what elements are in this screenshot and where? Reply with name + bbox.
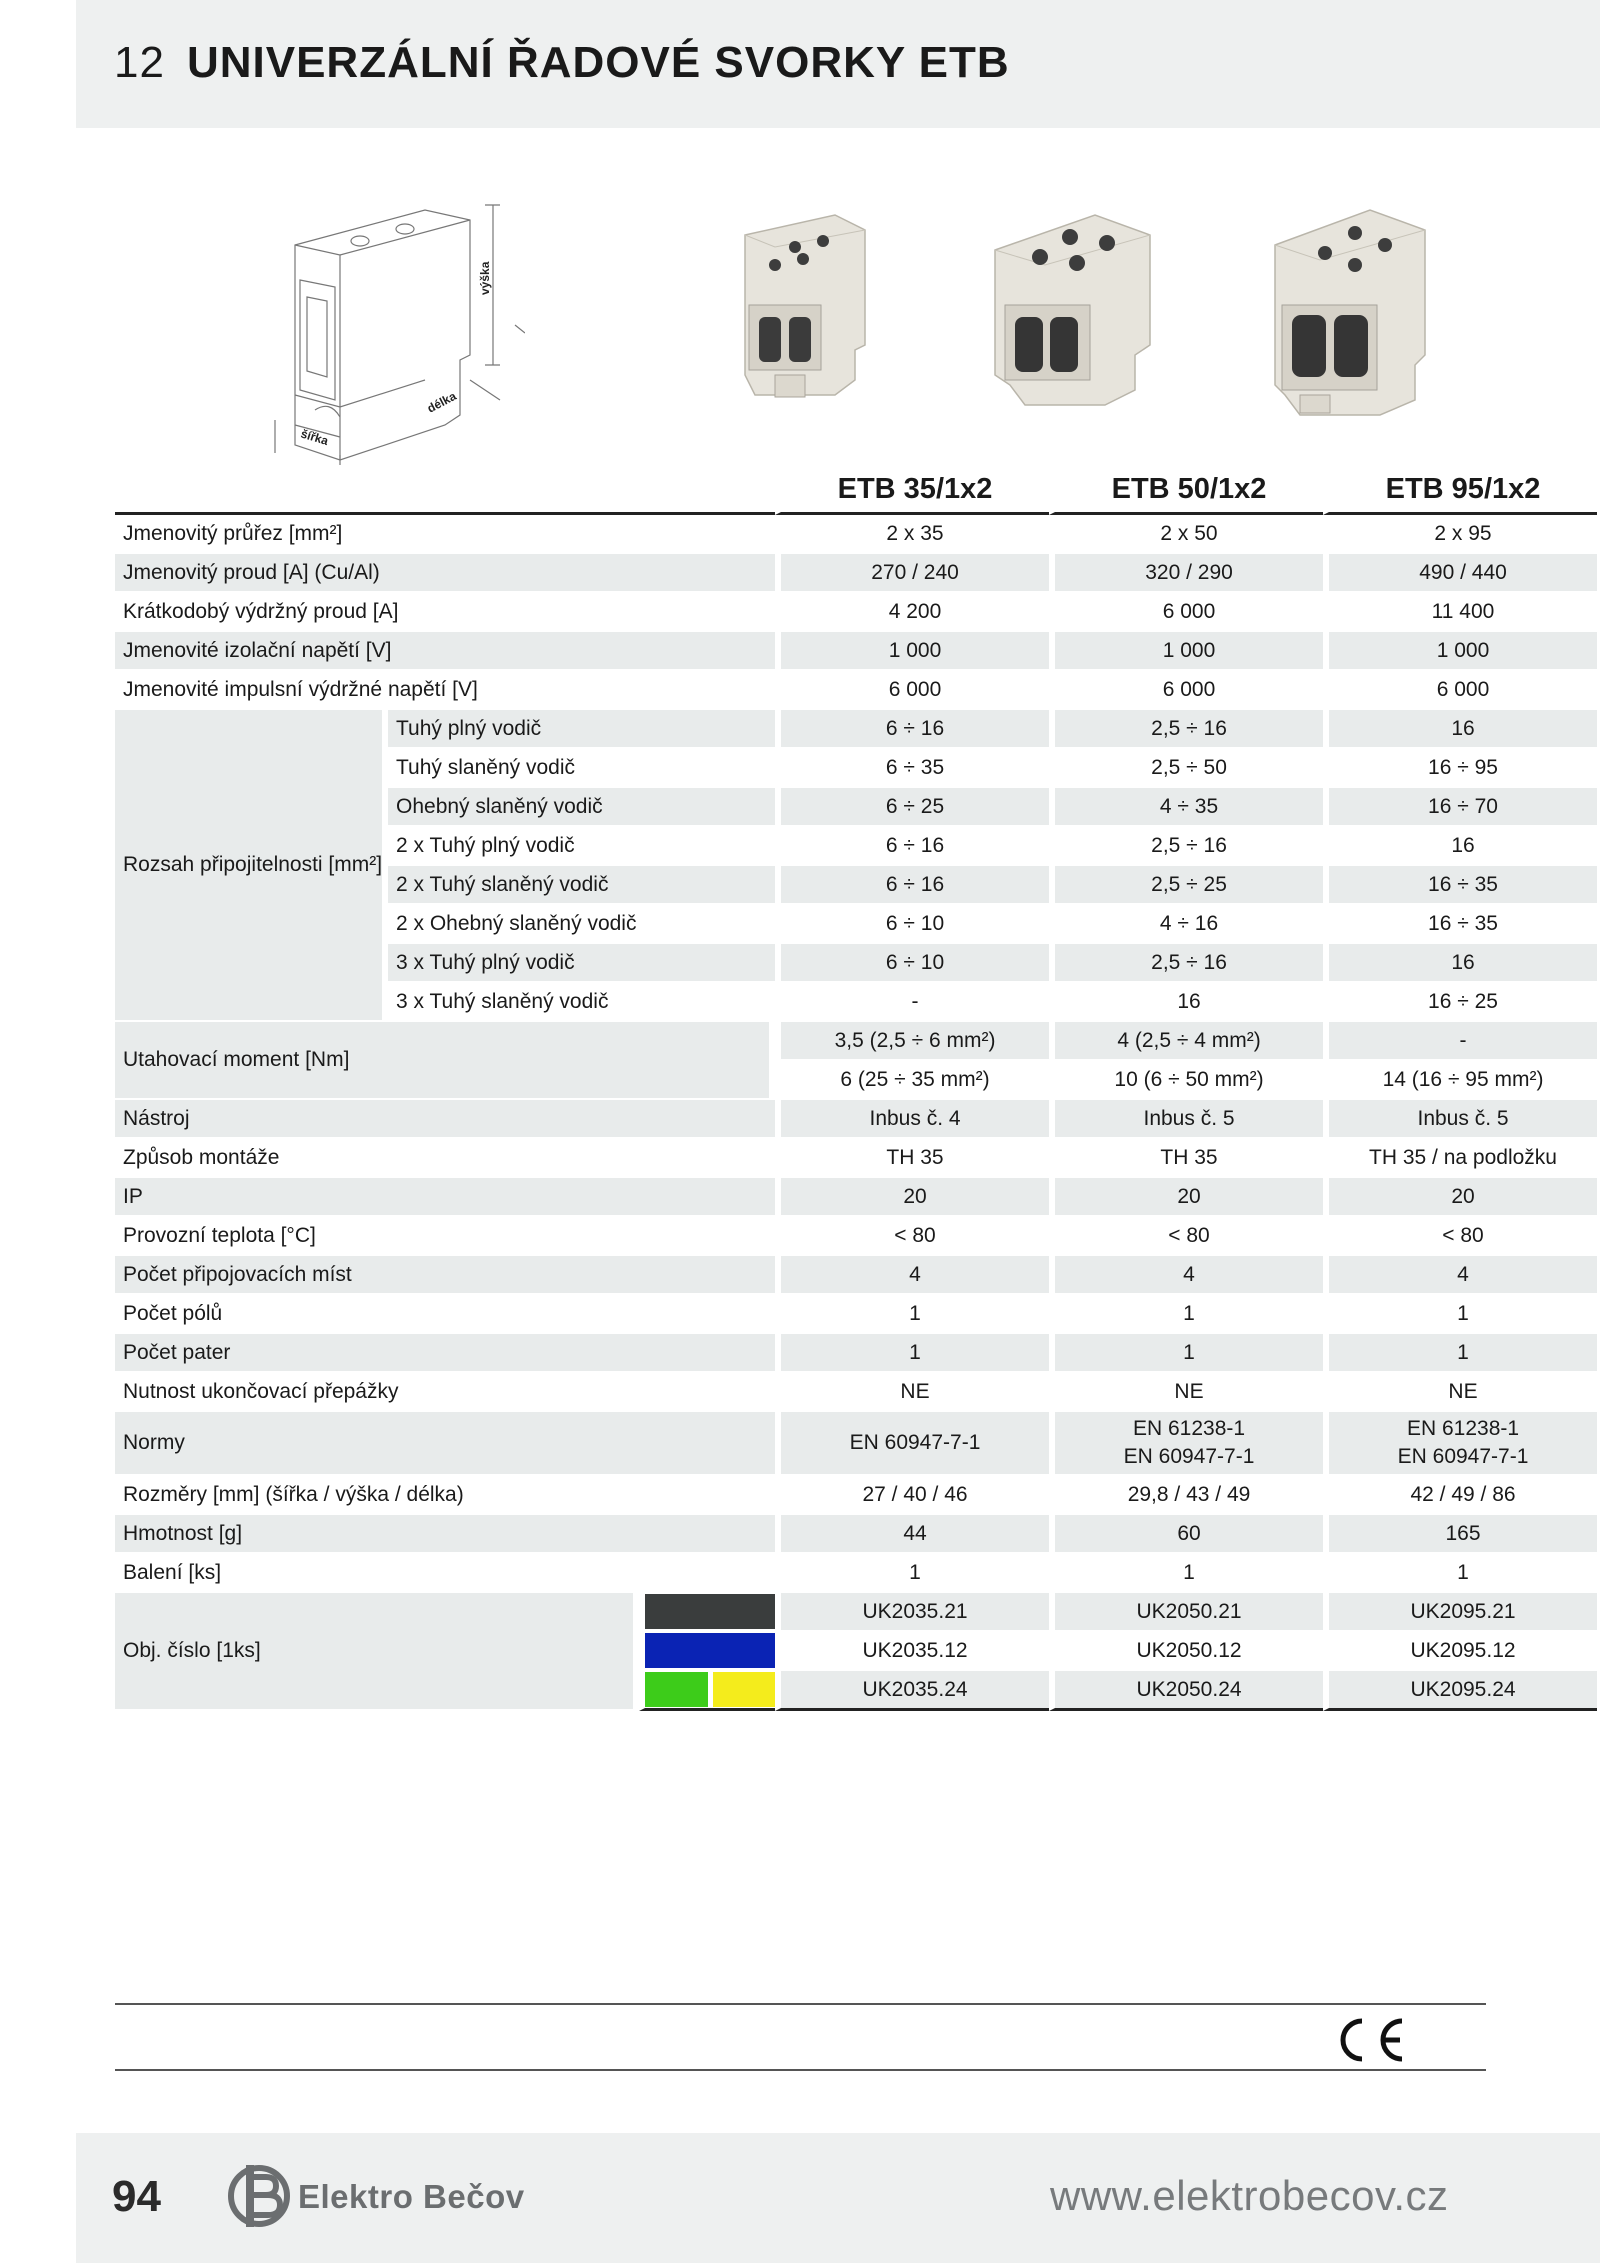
table-row bbox=[115, 1256, 1597, 1295]
cell-value: Inbus č. 5 bbox=[1049, 1100, 1323, 1139]
row-label: IP bbox=[115, 1178, 775, 1217]
row-label: Způsob montáže bbox=[115, 1139, 775, 1178]
cell-value: UK2050.21 bbox=[1049, 1593, 1323, 1632]
cell-value: 4 bbox=[775, 1256, 1049, 1295]
row-label: Jmenovitý průřez [mm²] bbox=[115, 515, 775, 554]
cell-value: 4 ÷ 16 bbox=[1049, 905, 1323, 944]
row-label: Jmenovité izolační napětí [V] bbox=[115, 632, 775, 671]
order-label: Obj. číslo [1ks] bbox=[115, 1593, 639, 1711]
table-row bbox=[115, 1515, 1597, 1554]
cell-value: 16 ÷ 70 bbox=[1323, 788, 1597, 827]
cell-value: 6 (25 ÷ 35 mm²) bbox=[775, 1061, 1049, 1100]
cell-value: 2,5 ÷ 16 bbox=[1049, 710, 1323, 749]
table-row bbox=[115, 1554, 1597, 1593]
cell-value: 6 000 bbox=[1323, 671, 1597, 710]
cell-value: 16 ÷ 35 bbox=[1323, 905, 1597, 944]
cell-value: 14 (16 ÷ 95 mm²) bbox=[1323, 1061, 1597, 1100]
cell-value: 2 x 50 bbox=[1049, 515, 1323, 554]
cell-value: 165 bbox=[1323, 1515, 1597, 1554]
website-url: www.elektrobecov.cz bbox=[1050, 2172, 1449, 2219]
cell-value: 20 bbox=[1049, 1178, 1323, 1217]
table-row bbox=[115, 1100, 1597, 1139]
cell-value: 2 x 35 bbox=[775, 515, 1049, 554]
cell-value: UK2095.12 bbox=[1323, 1632, 1597, 1671]
row-label: Počet pólů bbox=[115, 1295, 775, 1334]
cell-value: 1 bbox=[1323, 1334, 1597, 1373]
table-row bbox=[115, 515, 1597, 554]
cell-value: NE bbox=[1049, 1373, 1323, 1412]
cell-value bbox=[1049, 1412, 1323, 1476]
cell-value: 4 ÷ 35 bbox=[1049, 788, 1323, 827]
cell-value: < 80 bbox=[775, 1217, 1049, 1256]
cell-value: 16 ÷ 25 bbox=[1323, 983, 1597, 1022]
cell-value: 6 ÷ 10 bbox=[775, 944, 1049, 983]
cell-value: 1 bbox=[775, 1554, 1049, 1593]
sub-label: 2 x Ohebný slaněný vodič bbox=[388, 905, 775, 944]
table-row bbox=[115, 1178, 1597, 1217]
row-label: Počet pater bbox=[115, 1334, 775, 1373]
row-label: Nástroj bbox=[115, 1100, 775, 1139]
cell-value: 490 / 440 bbox=[1323, 554, 1597, 593]
table-row bbox=[115, 710, 1597, 749]
norm-line: EN 61238-1 bbox=[1406, 1417, 1520, 1440]
sub-label: Tuhý plný vodič bbox=[388, 710, 775, 749]
cell-value: 16 ÷ 95 bbox=[1323, 749, 1597, 788]
row-label: Provozní teplota [°C] bbox=[115, 1217, 775, 1256]
table-row bbox=[115, 1476, 1597, 1515]
cell-value: 320 / 290 bbox=[1049, 554, 1323, 593]
cell-value: 6 ÷ 16 bbox=[775, 827, 1049, 866]
table-row bbox=[115, 1593, 1597, 1632]
width-label: šířka bbox=[299, 426, 331, 449]
cell-value: - bbox=[1323, 1022, 1597, 1061]
norm-line: EN 60947-7-1 bbox=[849, 1431, 981, 1454]
norm-line: EN 60947-7-1 bbox=[1397, 1445, 1529, 1468]
product-header: ETB 35/1x2 bbox=[775, 468, 1049, 515]
cell-value: 16 ÷ 35 bbox=[1323, 866, 1597, 905]
row-label: Balení [ks] bbox=[115, 1554, 775, 1593]
cell-value: 20 bbox=[775, 1178, 1049, 1217]
table-row bbox=[115, 554, 1597, 593]
cell-value: 16 bbox=[1323, 944, 1597, 983]
row-label: Rozměry [mm] (šířka / výška / délka) bbox=[115, 1476, 775, 1515]
row-label: Nutnost ukončovací přepážky bbox=[115, 1373, 775, 1412]
product-header: ETB 95/1x2 bbox=[1323, 468, 1597, 515]
table-row bbox=[115, 593, 1597, 632]
cell-value: 6 ÷ 10 bbox=[775, 905, 1049, 944]
cell-value: 29,8 / 43 / 49 bbox=[1049, 1476, 1323, 1515]
dimension-diagram bbox=[255, 185, 525, 465]
product-image-etb50 bbox=[985, 205, 1165, 410]
cell-value: 42 / 49 / 86 bbox=[1323, 1476, 1597, 1515]
sub-label: 3 x Tuhý plný vodič bbox=[388, 944, 775, 983]
cell-value: 60 bbox=[1049, 1515, 1323, 1554]
cell-value: 6 000 bbox=[1049, 593, 1323, 632]
cell-value: NE bbox=[775, 1373, 1049, 1412]
cell-value: 20 bbox=[1323, 1178, 1597, 1217]
chapter-number: 12 bbox=[114, 38, 165, 87]
cell-value: 1 bbox=[1323, 1554, 1597, 1593]
cell-value: 4 200 bbox=[775, 593, 1049, 632]
height-label: výška bbox=[478, 261, 492, 295]
cell-value: 1 bbox=[1049, 1334, 1323, 1373]
cell-value: 3,5 (2,5 ÷ 6 mm²) bbox=[775, 1022, 1049, 1061]
cell-value: 1 bbox=[1049, 1554, 1323, 1593]
cell-value: Inbus č. 4 bbox=[775, 1100, 1049, 1139]
product-header: ETB 50/1x2 bbox=[1049, 468, 1323, 515]
cell-value: 1 000 bbox=[775, 632, 1049, 671]
cell-value bbox=[775, 1412, 1049, 1476]
table-row bbox=[115, 1373, 1597, 1412]
sub-label: Tuhý slaněný vodič bbox=[388, 749, 775, 788]
table-row bbox=[115, 1334, 1597, 1373]
cell-value: 6 ÷ 25 bbox=[775, 788, 1049, 827]
cell-value: 2,5 ÷ 25 bbox=[1049, 866, 1323, 905]
norm-line: EN 61238-1 bbox=[1132, 1417, 1246, 1440]
row-label: Hmotnost [g] bbox=[115, 1515, 775, 1554]
row-label: Jmenovité impulsní výdržné napětí [V] bbox=[115, 671, 775, 710]
cell-value: UK2050.12 bbox=[1049, 1632, 1323, 1671]
table-row bbox=[115, 632, 1597, 671]
cell-value: UK2050.24 bbox=[1049, 1671, 1323, 1711]
product-image-etb35 bbox=[715, 205, 885, 405]
cell-value: 4 bbox=[1049, 1256, 1323, 1295]
sub-label: Ohebný slaněný vodič bbox=[388, 788, 775, 827]
product-image-etb95 bbox=[1260, 205, 1440, 420]
table-row bbox=[115, 1217, 1597, 1256]
color-swatch-green-yellow bbox=[639, 1671, 775, 1711]
cell-value: NE bbox=[1323, 1373, 1597, 1412]
color-swatch-black bbox=[639, 1593, 775, 1632]
torque-label: Utahovací moment [Nm] bbox=[115, 1022, 775, 1100]
page-number: 94 bbox=[112, 2172, 161, 2221]
table-row bbox=[115, 1412, 1597, 1476]
cell-value: 270 / 240 bbox=[775, 554, 1049, 593]
cell-value: 4 (2,5 ÷ 4 mm²) bbox=[1049, 1022, 1323, 1061]
cell-value: UK2095.24 bbox=[1323, 1671, 1597, 1711]
row-label: Počet připojovacích míst bbox=[115, 1256, 775, 1295]
table-row bbox=[115, 1022, 1597, 1061]
cell-value: UK2035.21 bbox=[775, 1593, 1049, 1632]
sub-label: 3 x Tuhý slaněný vodič bbox=[388, 983, 775, 1022]
cell-value: 44 bbox=[775, 1515, 1049, 1554]
spec-table bbox=[115, 468, 1597, 1711]
cell-value: UK2035.24 bbox=[775, 1671, 1049, 1711]
cell-value: 2,5 ÷ 16 bbox=[1049, 827, 1323, 866]
row-label: Krátkodobý výdržný proud [A] bbox=[115, 593, 775, 632]
cell-value bbox=[1323, 1412, 1597, 1476]
cell-value: 4 bbox=[1323, 1256, 1597, 1295]
cell-value: 6 ÷ 35 bbox=[775, 749, 1049, 788]
row-label: Normy bbox=[115, 1412, 775, 1476]
brand-logo-icon bbox=[226, 2163, 296, 2229]
cell-value: 1 000 bbox=[1323, 632, 1597, 671]
cell-value: 1 000 bbox=[1049, 632, 1323, 671]
cell-value: UK2095.21 bbox=[1323, 1593, 1597, 1632]
sub-label: 2 x Tuhý plný vodič bbox=[388, 827, 775, 866]
norm-line: EN 60947-7-1 bbox=[1123, 1445, 1255, 1468]
cell-value: 6 000 bbox=[775, 671, 1049, 710]
group-label-range: Rozsah připojitelnosti [mm²] bbox=[115, 710, 388, 1022]
cell-value: 6 ÷ 16 bbox=[775, 710, 1049, 749]
color-swatch-blue bbox=[639, 1632, 775, 1671]
cell-value: 2,5 ÷ 16 bbox=[1049, 944, 1323, 983]
cell-value: < 80 bbox=[1323, 1217, 1597, 1256]
chapter-title: UNIVERZÁLNÍ ŘADOVÉ SVORKY ETB bbox=[186, 38, 1010, 87]
cell-value: 16 bbox=[1323, 710, 1597, 749]
cell-value: 16 bbox=[1049, 983, 1323, 1022]
divider bbox=[115, 2003, 1486, 2005]
sub-label: 2 x Tuhý slaněný vodič bbox=[388, 866, 775, 905]
cell-value: UK2035.12 bbox=[775, 1632, 1049, 1671]
cell-value: 1 bbox=[775, 1295, 1049, 1334]
cell-value: < 80 bbox=[1049, 1217, 1323, 1256]
divider bbox=[115, 2069, 1486, 2071]
header-blank bbox=[115, 468, 775, 515]
cell-value: 11 400 bbox=[1323, 593, 1597, 632]
cell-value: TH 35 bbox=[1049, 1139, 1323, 1178]
cell-value: Inbus č. 5 bbox=[1323, 1100, 1597, 1139]
cell-value: 10 (6 ÷ 50 mm²) bbox=[1049, 1061, 1323, 1100]
cell-value: 6 000 bbox=[1049, 671, 1323, 710]
brand-name: Elektro Bečov bbox=[298, 2178, 525, 2215]
table-row bbox=[115, 1139, 1597, 1178]
cell-value: 27 / 40 / 46 bbox=[775, 1476, 1049, 1515]
cell-value: 2 x 95 bbox=[1323, 515, 1597, 554]
table-row bbox=[115, 671, 1597, 710]
cell-value: 1 bbox=[775, 1334, 1049, 1373]
cell-value: TH 35 / na podložku bbox=[1323, 1139, 1597, 1178]
cell-value: TH 35 bbox=[775, 1139, 1049, 1178]
cell-value: 1 bbox=[1323, 1295, 1597, 1334]
row-label: Jmenovitý proud [A] (Cu/Al) bbox=[115, 554, 775, 593]
cell-value: 1 bbox=[1049, 1295, 1323, 1334]
cell-value: 6 ÷ 16 bbox=[775, 866, 1049, 905]
ce-mark-icon bbox=[1330, 2015, 1410, 2065]
cell-value: 2,5 ÷ 50 bbox=[1049, 749, 1323, 788]
cell-value: - bbox=[775, 983, 1049, 1022]
table-row bbox=[115, 1295, 1597, 1334]
length-label: délka bbox=[424, 388, 459, 416]
cell-value: 16 bbox=[1323, 827, 1597, 866]
page-title bbox=[114, 38, 1010, 88]
